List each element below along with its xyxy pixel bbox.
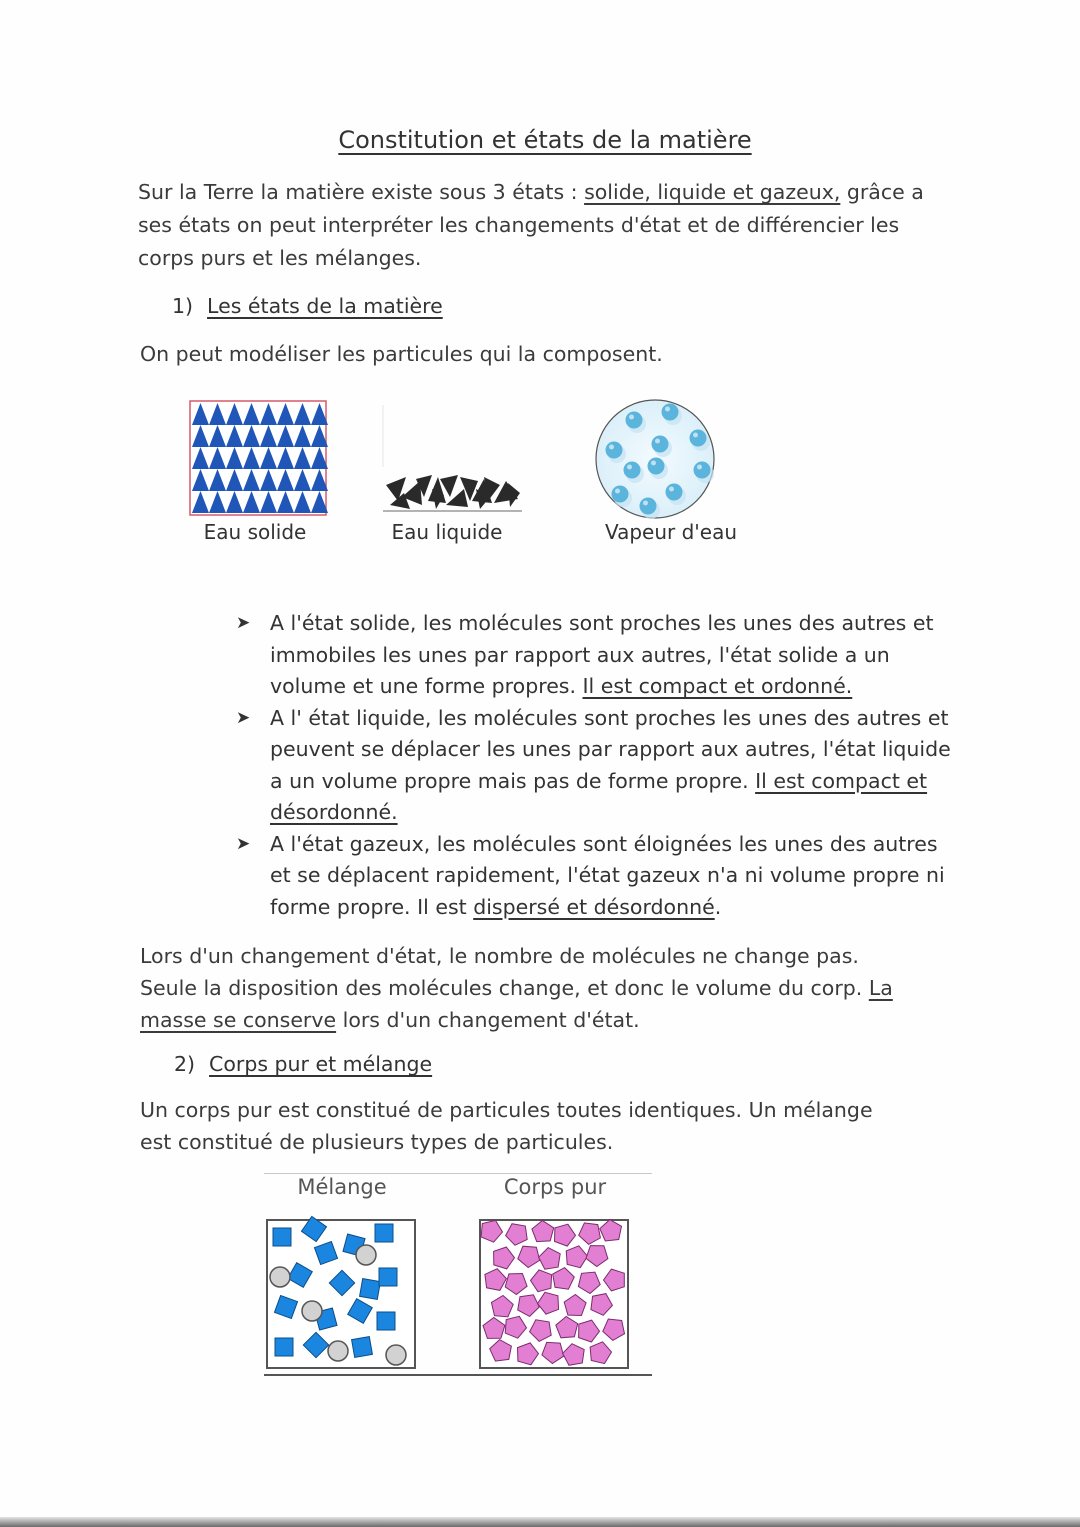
- section-number: 2): [174, 1052, 196, 1076]
- section-heading-1: [172, 294, 443, 318]
- table-top-rule: [264, 1173, 652, 1174]
- bullet-text: A l' état liquide, les molécules sont proches les unes des autres et peuvent se déplacer les unes par rapport aux autres, l'état liquide a un volume propre mais pas de forme propre.: [270, 705, 951, 793]
- conservation-paragraph: [140, 940, 910, 1036]
- section-heading-2: [174, 1052, 432, 1076]
- states-description-list: [236, 608, 956, 923]
- intro-paragraph: [138, 176, 928, 275]
- bullet-after: .: [714, 894, 722, 919]
- solid-water-illustration: [190, 401, 326, 515]
- bullet-emphasis: Il est compact et ordonné.: [582, 674, 853, 698]
- table-bottom-rule: [264, 1374, 652, 1376]
- mixture-circle-particle: [270, 1267, 290, 1287]
- list-item: [236, 703, 956, 829]
- table-header-pure: Corps pur: [503, 1175, 607, 1199]
- water-vapor-illustration: [594, 398, 716, 520]
- mixture-circle-particle: [302, 1301, 322, 1321]
- gas-molecule: [612, 486, 629, 503]
- liquid-caption: Eau liquide: [391, 520, 503, 544]
- gas-molecule: [640, 498, 657, 515]
- gas-molecule: [690, 430, 707, 447]
- solid-caption: Eau solide: [203, 520, 307, 544]
- arrow-bullet-icon: ➤: [236, 613, 251, 633]
- bullet-emphasis: dispersé et désordonné: [473, 894, 715, 919]
- liquid-molecule: [508, 483, 520, 507]
- arrow-bullet-icon: ➤: [236, 833, 251, 854]
- mixture-square-particle: [379, 1268, 397, 1286]
- mixture-circle-particle: [356, 1245, 376, 1265]
- intro-states-emphasis: solide, liquide et gazeux,: [584, 180, 841, 204]
- conservation-text-2: lors d'un changement d'état.: [336, 1008, 640, 1032]
- section-title: Les états de la matière: [207, 294, 443, 318]
- mixture-square-particle: [275, 1338, 293, 1356]
- mixture-circle-particle: [386, 1345, 406, 1365]
- model-text: On peut modéliser les particules qui la composent.: [140, 342, 663, 366]
- liquid-water-illustration: [380, 405, 524, 515]
- mixture-square-particle: [377, 1312, 395, 1330]
- conservation-text-1: Lors d'un changement d'état, le nombre de molécules ne change pas. Seule la disposition des molécules change, et donc le volume du corp.: [140, 944, 869, 1000]
- gas-molecule: [648, 458, 665, 475]
- gas-molecule: [606, 442, 623, 459]
- intro-text-1: Sur la Terre la matière existe sous 3 états :: [138, 180, 585, 204]
- vapor-caption: Vapeur d'eau: [604, 520, 738, 544]
- gas-molecule: [666, 484, 683, 501]
- list-item: [236, 829, 956, 924]
- page-bottom-edge: [0, 1517, 1080, 1527]
- section-number: 1): [172, 294, 194, 318]
- pure-substance-illustration: [479, 1219, 629, 1369]
- mixture-square-particle: [375, 1224, 393, 1242]
- list-item: [236, 608, 956, 703]
- mixture-illustration: [266, 1219, 416, 1369]
- gas-molecule: [662, 404, 679, 421]
- gas-molecule: [652, 436, 669, 453]
- mixture-square-particle: [352, 1337, 373, 1358]
- section-title: Corps pur et mélange: [209, 1052, 433, 1076]
- mixture-circle-particle: [328, 1341, 348, 1361]
- conservation-emphasis: La masse se conserve: [140, 976, 893, 1032]
- mixture-square-particle: [360, 1279, 381, 1300]
- gas-molecule: [694, 462, 711, 479]
- gas-molecule: [626, 412, 643, 429]
- definition-paragraph: Un corps pur est constitué de particules toutes identiques. Un mélange est constitué de plusieurs types de particules.: [140, 1098, 873, 1154]
- intro-text-2: grâce a ses états on peut interpréter les changements d'état et de différencier les corps purs et les mélanges.: [138, 180, 924, 270]
- bullet-text: A l'état solide, les molécules sont proches les unes des autres et immobiles les unes par rapport aux autres, l'état solide a un volume et une forme propres.: [270, 611, 934, 698]
- table-header-mixture: Mélange: [297, 1175, 387, 1199]
- mixture-square-particle: [273, 1228, 291, 1246]
- page-title: Constitution et états de la matière: [338, 126, 752, 154]
- gas-molecule: [624, 462, 641, 479]
- bullet-emphasis: Il est compact et désordonné.: [270, 768, 928, 824]
- arrow-bullet-icon: ➤: [236, 707, 251, 728]
- bullet-text: A l'état gazeux, les molécules sont éloignées les unes des autres et se déplacent rapidement, l'état gazeux n'a ni volume propre ni forme propre. Il est: [270, 831, 945, 919]
